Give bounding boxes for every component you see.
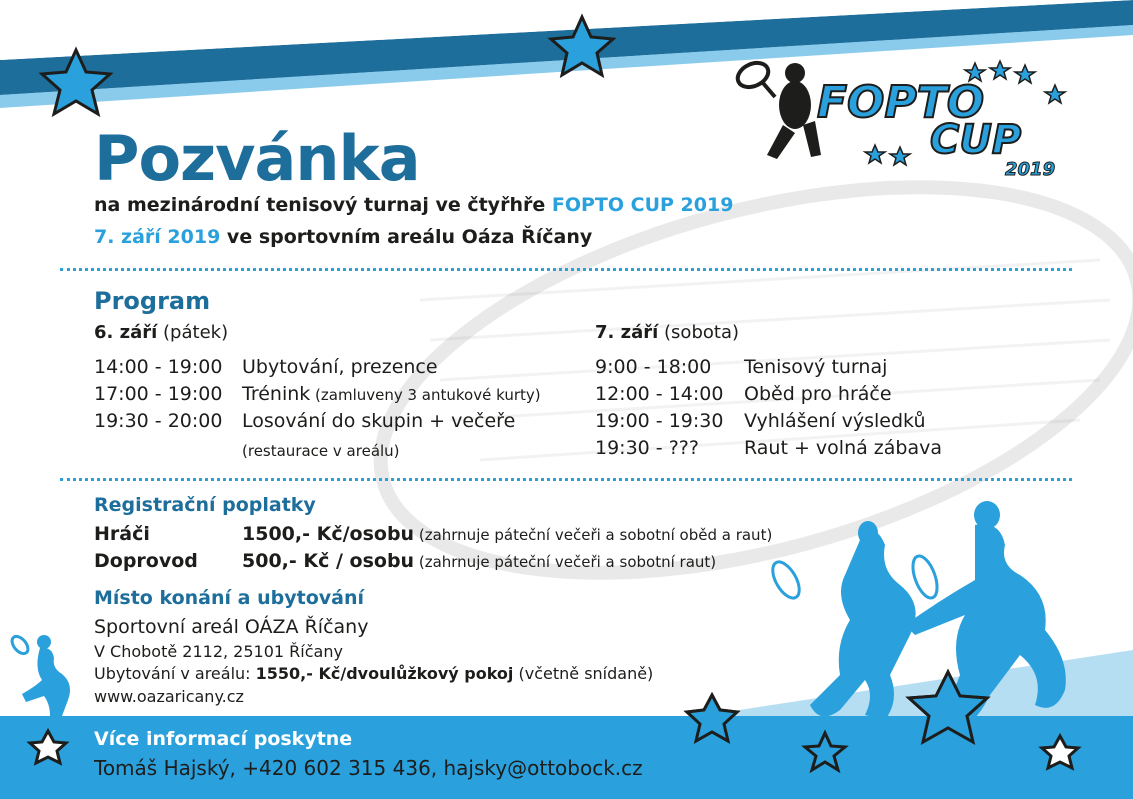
day1-extra-note: (restaurace v areálu) [242,442,400,460]
day1-item-note: (zamluveny 3 antukové kurty) [310,386,541,404]
day1-item-desc-with-note [242,383,541,405]
day1-item-time: 19:30 - 20:00 [94,410,223,432]
fee-price: 1500,- Kč/osobu [242,523,415,545]
day2-item-time: 9:00 - 18:00 [595,356,712,378]
day1-weekday: (pátek) [157,322,229,343]
day1-item-desc: Losování do skupin + večeře [242,410,516,432]
venue-lodging [94,664,653,683]
fee-note: (zahrnuje páteční večeři a sobotní raut) [414,553,717,571]
venue-website-link[interactable]: www.oazaricany.cz [94,687,244,706]
logo-year-text: 2019 [1005,159,1056,180]
day2-heading [595,322,739,343]
event-subtitle-line2 [94,226,592,248]
fee-label: Doprovod [94,550,198,572]
lodging-prefix: Ubytování v areálu: [94,664,256,683]
day1-item-desc: Trénink [242,383,311,405]
subtitle-line1-text: na mezinárodní tenisový turnaj ve čtyřhře [94,194,552,216]
event-date-highlight: 7. září 2019 [94,226,221,248]
venue-heading: Místo konání a ubytování [94,587,364,609]
lodging-suffix: (včetně snídaně) [513,664,654,683]
footer-heading: Více informací poskytne [94,728,353,750]
subtitle-line2-text: ve sportovním areálu Oáza Říčany [220,226,593,248]
day2-item-desc: Raut + volná zábava [744,437,942,459]
day2-item-time: 19:30 - ??? [595,437,699,459]
divider-top [60,268,1072,271]
fee-value [242,550,716,572]
day1-item-time: 17:00 - 19:00 [94,383,223,405]
event-subtitle-line1 [94,194,733,216]
program-heading: Program [94,287,211,315]
day2-item-time: 19:00 - 19:30 [595,410,724,432]
event-name-highlight: FOPTO CUP 2019 [551,194,734,216]
logo-cup-text: CUP [930,117,1022,163]
divider-middle [60,478,1072,481]
fopto-cup-logo [725,55,1085,185]
fee-price: 500,- Kč / osobu [242,550,415,572]
fee-label: Hráči [94,523,150,545]
day2-item-time: 12:00 - 14:00 [595,383,724,405]
day2-weekday: (sobota) [658,322,739,343]
fee-value [242,523,772,545]
day2-item-desc: Tenisový turnaj [744,356,888,378]
day1-item-desc: Ubytování, prezence [242,356,438,378]
day2-item-desc: Oběd pro hráče [744,383,892,405]
venue-address: V Chobotě 2112, 25101 Říčany [94,642,343,661]
day2-item-desc: Vyhlášení výsledků [744,410,926,432]
day2-date: 7. září [595,322,659,343]
day1-date: 6. září [94,322,158,343]
day1-heading [94,322,228,343]
logo-fopto-text: FOPTO [817,77,985,128]
lodging-price: 1550,- Kč/dvoulůžkový pokoj [255,664,514,683]
fee-note: (zahrnuje páteční večeři a sobotní oběd a raut) [414,526,773,544]
fees-heading: Registrační poplatky [94,494,316,516]
footer-contact: Tomáš Hajský, +420 602 315 436, hajsky@ottobock.cz [94,756,643,780]
venue-name: Sportovní areál OÁZA Říčany [94,616,369,638]
day1-item-time: 14:00 - 19:00 [94,356,223,378]
page-title: Pozvánka [94,122,420,195]
